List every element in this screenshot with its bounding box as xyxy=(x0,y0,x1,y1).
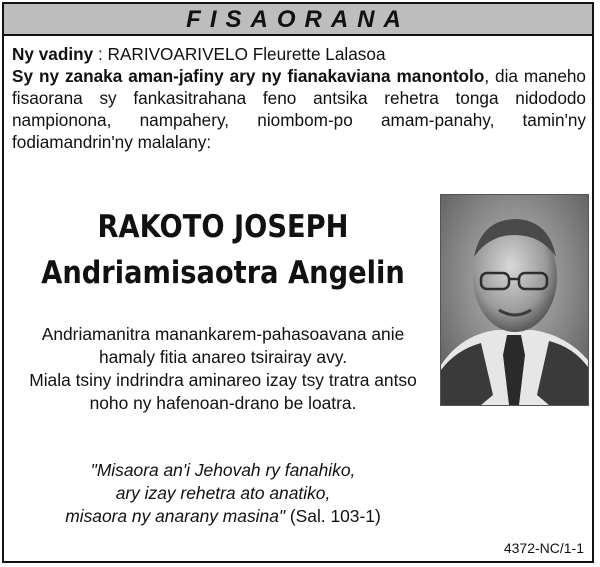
intro-paragraph xyxy=(12,43,586,153)
deceased-name-line2: Andriamisaotra Angelin xyxy=(41,255,405,291)
notice-reference: 4372-NC/1-1 xyxy=(503,540,584,556)
message-line2: hamaly fitia anareo tsirairay avy. xyxy=(98,347,348,367)
deceased-photo xyxy=(440,194,589,406)
deceased-name xyxy=(41,204,405,296)
verse-line3: misaora ny anarany masina" xyxy=(65,506,286,526)
message-line3: Miala tsiny indrindra aminareo izay tsy tratra antso xyxy=(29,370,417,390)
verse-line1: "Misaora an'i Jehovah ry fanahiko, xyxy=(90,460,356,480)
verse-citation: (Sal. 103-1) xyxy=(285,506,381,526)
notice-title: FISAORANA xyxy=(4,4,592,36)
thanks-message xyxy=(16,323,430,415)
message-line1: Andriamanitra manankarem-pahasoavana anie xyxy=(41,324,405,344)
obituary-notice xyxy=(2,2,594,563)
deceased-name-line1: RAKOTO JOSEPH xyxy=(97,209,349,245)
verse-line2: ary izay rehetra ato anatiko, xyxy=(115,483,331,503)
bible-verse xyxy=(16,459,430,528)
spouse-name: RARIVOARIVELO Fleurette Lalasoa xyxy=(107,44,386,64)
spouse-label: Ny vadiny xyxy=(12,44,94,64)
portrait-image xyxy=(441,195,588,405)
spouse-separator: : xyxy=(93,44,108,64)
message-line4: noho ny hafenoan-drano be loatra. xyxy=(89,393,357,413)
family-text: , dia maneho fisaorana sy fankasitrahana feno antsika rehetra tonga nidododo nampionona, nampahery, niombom-po amam-panahy, tamin'ny fodiamandrin'ny malalany: xyxy=(12,66,586,152)
family-label: Sy ny zanaka aman-jafiny ary ny fianakaviana manontolo xyxy=(12,66,485,86)
